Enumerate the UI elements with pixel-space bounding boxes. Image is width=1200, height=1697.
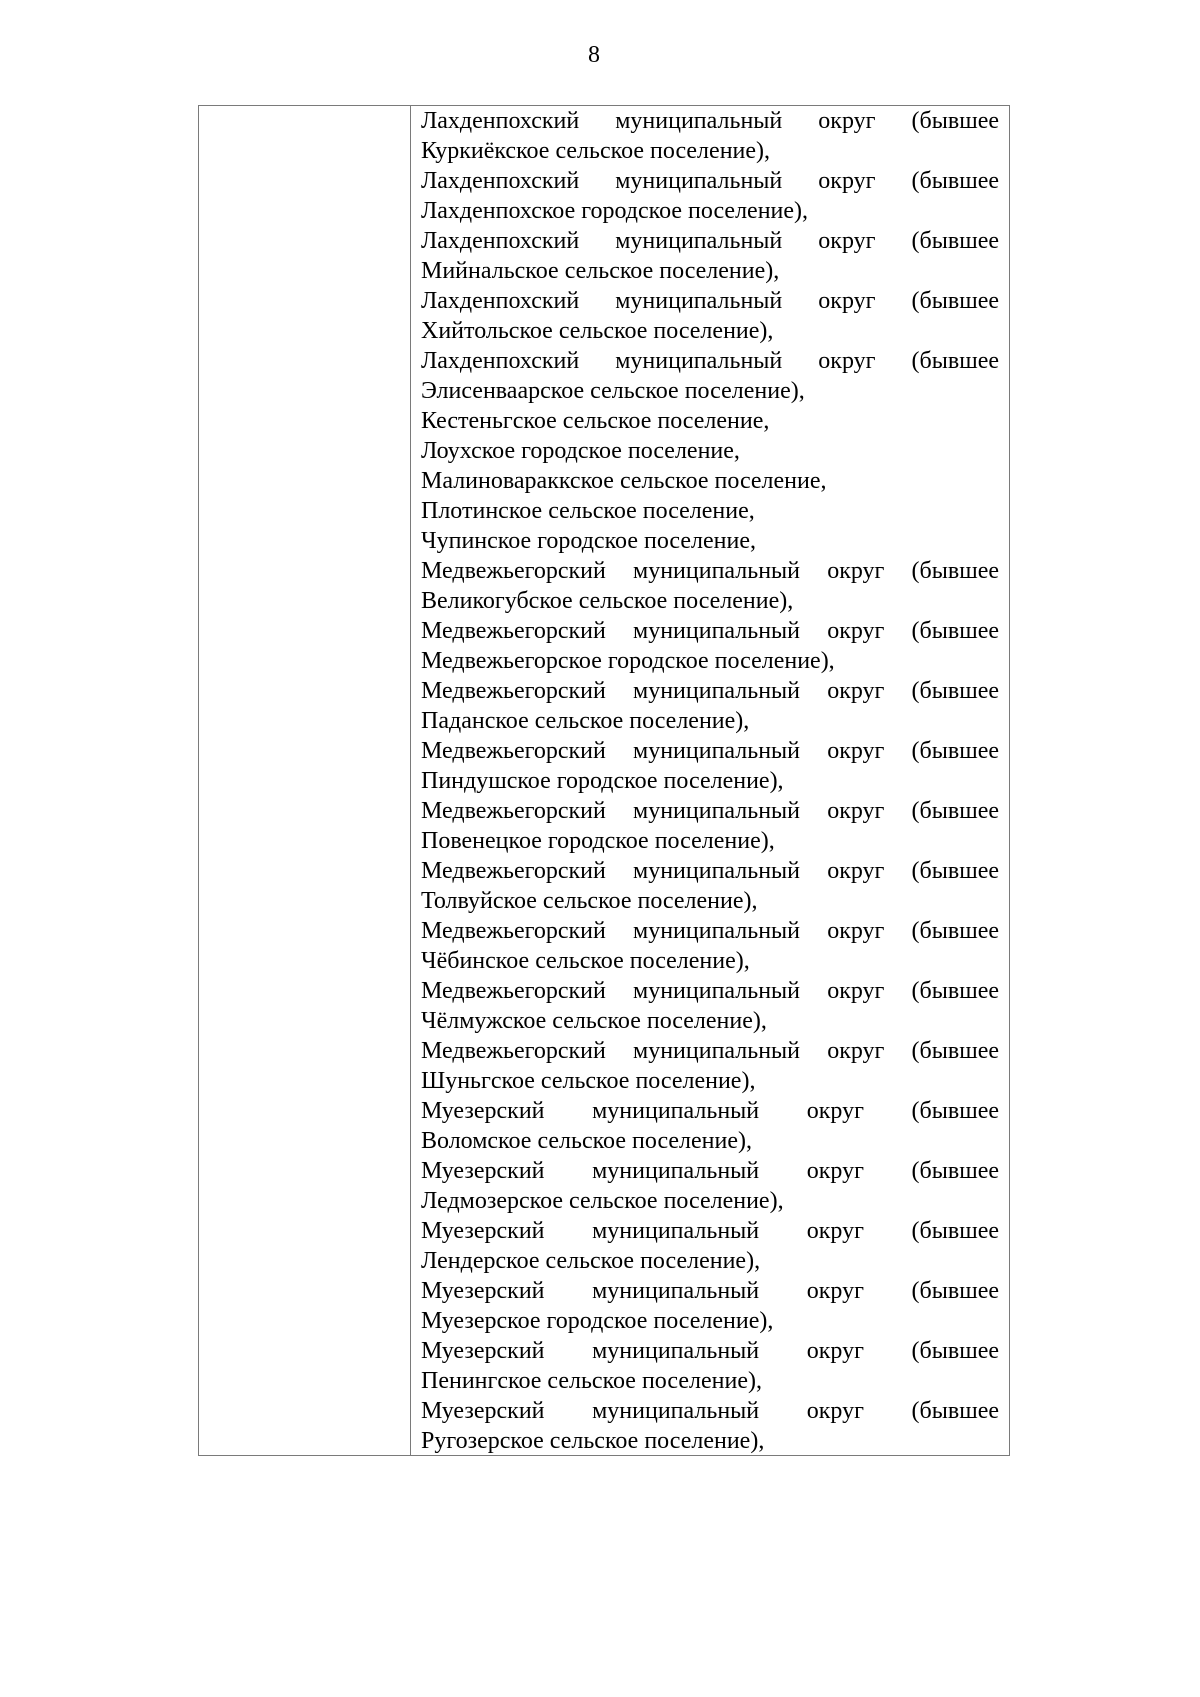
list-item-line: Лахденпохское городское поселение),: [421, 198, 809, 224]
list-item-line: Медвежьегорское городское поселение),: [421, 648, 835, 674]
list-item-line: Чёбинское сельское поселение),: [421, 948, 750, 974]
list-item-line: Элисенваарское сельское поселение),: [421, 378, 805, 404]
page-number: 8: [588, 42, 600, 68]
list-item: [421, 556, 999, 616]
list-item-line: Медвежьегорский муниципальный округ (бывшее: [421, 618, 999, 644]
list-item: [421, 1036, 999, 1096]
list-item: [421, 406, 999, 436]
list-item-line: Медвежьегорский муниципальный округ (бывшее: [421, 558, 999, 584]
list-item-line: Медвежьегорский муниципальный округ (бывшее: [421, 858, 999, 884]
list-item: [421, 346, 999, 406]
list-item-line: Муезерский муниципальный округ (бывшее: [421, 1398, 999, 1424]
list-item: [421, 106, 999, 166]
list-item: [421, 1096, 999, 1156]
list-item: [421, 616, 999, 676]
list-item-line: Лендерское сельское поселение),: [421, 1248, 761, 1274]
list-item: [421, 976, 999, 1036]
list-item-line: Лахденпохский муниципальный округ (бывшее: [421, 168, 999, 194]
list-item-line: Плотинское сельское поселение,: [421, 498, 755, 524]
settlements-table: [198, 105, 1010, 1456]
list-item: [421, 1396, 999, 1456]
list-item-line: Повенецкое городское поселение),: [421, 828, 775, 854]
table-cell-settlement-list: [421, 106, 999, 1456]
list-item-line: Лахденпохский муниципальный округ (бывшее: [421, 288, 999, 314]
list-item-line: Муезерское городское поселение),: [421, 1308, 774, 1334]
list-item-line: Чупинское городское поселение,: [421, 528, 756, 554]
list-item-line: Медвежьегорский муниципальный округ (бывшее: [421, 918, 999, 944]
list-item: [421, 676, 999, 736]
list-item: [421, 226, 999, 286]
list-item: [421, 166, 999, 226]
list-item: [421, 286, 999, 346]
list-item: [421, 1336, 999, 1396]
list-item-line: Ледмозерское сельское поселение),: [421, 1188, 784, 1214]
list-item: [421, 1276, 999, 1336]
list-item-line: Муезерский муниципальный округ (бывшее: [421, 1158, 999, 1184]
list-item-line: Паданское сельское поселение),: [421, 708, 750, 734]
list-item: [421, 436, 999, 466]
list-item-line: Пиндушское городское поселение),: [421, 768, 784, 794]
list-item-line: Чёлмужское сельское поселение),: [421, 1008, 767, 1034]
list-item-line: Медвежьегорский муниципальный округ (бывшее: [421, 978, 999, 1004]
list-item-line: Ругозерское сельское поселение),: [421, 1428, 765, 1454]
list-item-line: Кестеньгское сельское поселение,: [421, 408, 770, 434]
list-item-line: Муезерский муниципальный округ (бывшее: [421, 1218, 999, 1244]
list-item: [421, 736, 999, 796]
list-item-line: Медвежьегорский муниципальный округ (бывшее: [421, 1038, 999, 1064]
list-item: [421, 1216, 999, 1276]
list-item-line: Лахденпохский муниципальный округ (бывшее: [421, 108, 999, 134]
list-item-line: Медвежьегорский муниципальный округ (бывшее: [421, 678, 999, 704]
list-item: [421, 496, 999, 526]
list-item-line: Пенингское сельское поселение),: [421, 1368, 762, 1394]
list-item: [421, 1156, 999, 1216]
list-item-line: Воломское сельское поселение),: [421, 1128, 752, 1154]
list-item-line: Медвежьегорский муниципальный округ (бывшее: [421, 798, 999, 824]
table-cell-empty: [199, 106, 411, 1455]
list-item: [421, 526, 999, 556]
list-item: [421, 796, 999, 856]
list-item-line: Шуньгское сельское поселение),: [421, 1068, 756, 1094]
list-item-line: Лахденпохский муниципальный округ (бывшее: [421, 228, 999, 254]
list-item-line: Толвуйское сельское поселение),: [421, 888, 758, 914]
list-item-line: Муезерский муниципальный округ (бывшее: [421, 1338, 999, 1364]
list-item-line: Муезерский муниципальный округ (бывшее: [421, 1278, 999, 1304]
list-item-line: Лоухское городское поселение,: [421, 438, 740, 464]
list-item-line: Лахденпохский муниципальный округ (бывшее: [421, 348, 999, 374]
list-item-line: Куркиёкское сельское поселение),: [421, 138, 771, 164]
list-item-line: Мийнальское сельское поселение),: [421, 258, 780, 284]
list-item-line: Малиновараккское сельское поселение,: [421, 468, 827, 494]
list-item: [421, 856, 999, 916]
list-item-line: Хийтольское сельское поселение),: [421, 318, 774, 344]
list-item-line: Муезерский муниципальный округ (бывшее: [421, 1098, 999, 1124]
list-item-line: Медвежьегорский муниципальный округ (бывшее: [421, 738, 999, 764]
list-item-line: Великогубское сельское поселение),: [421, 588, 794, 614]
list-item: [421, 466, 999, 496]
list-item: [421, 916, 999, 976]
